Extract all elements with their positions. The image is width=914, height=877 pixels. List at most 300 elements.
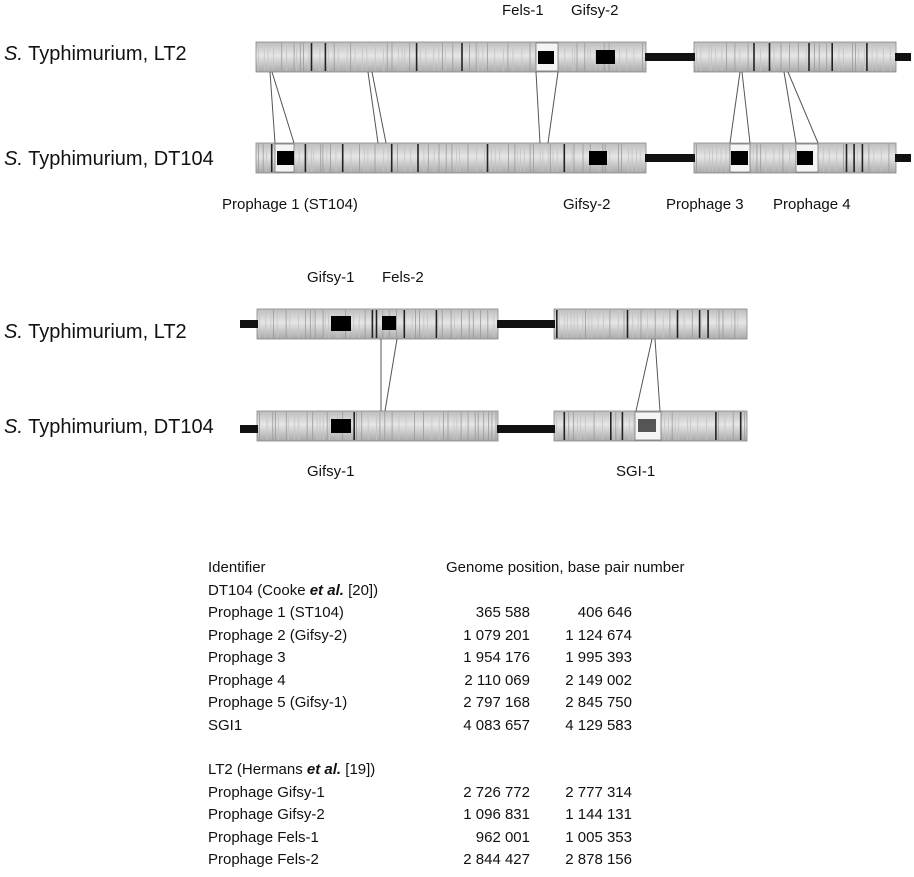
genome-stripe: [633, 412, 634, 440]
row-end-position: 1 124 674: [565, 626, 632, 644]
genome-stripe: [618, 310, 619, 338]
genome-stripe: [709, 144, 710, 172]
genome-stripe: [699, 310, 701, 338]
genome-stripe: [392, 412, 393, 440]
row-end-position: 2 878 156: [565, 851, 632, 868]
genome-stripe: [448, 412, 449, 440]
genome-stripe: [433, 43, 434, 71]
genome-stripe: [622, 412, 624, 440]
genome-stripe: [325, 310, 326, 338]
genome-stripe: [438, 310, 439, 338]
genome-stripe: [557, 144, 558, 172]
genome-stripe: [264, 43, 265, 71]
genome-stripe: [550, 144, 551, 172]
prophage-block-prophage-4: [797, 151, 813, 165]
genome-stripe: [831, 43, 833, 71]
genome-stripe: [267, 412, 268, 440]
row-identifier: Prophage 4: [208, 671, 286, 689]
genome-stripe: [359, 144, 360, 172]
genome-stripe: [855, 43, 856, 71]
row-identifier: Prophage 5 (Gifsy-1): [208, 694, 348, 711]
genome-stripe: [690, 412, 691, 440]
genome-stripe: [655, 310, 656, 338]
genome-stripe: [428, 144, 429, 172]
genome-stripe: [311, 43, 313, 71]
genome-stripe: [294, 43, 295, 71]
genome-stripe: [678, 412, 679, 440]
genome-stripe: [556, 310, 558, 338]
genome-stripe: [590, 43, 591, 71]
genome-stripe: [806, 43, 807, 71]
genome-stripe: [883, 43, 884, 71]
genome-stripe: [439, 144, 440, 172]
genome-stripe: [564, 310, 565, 338]
genome-stripe: [305, 144, 307, 172]
genome-stripe: [359, 310, 360, 338]
genome-stripe: [328, 43, 329, 71]
genome-stripe: [508, 144, 509, 172]
genome-stripe: [628, 144, 629, 172]
genome-stripe: [517, 144, 518, 172]
genome-stripe: [419, 310, 420, 338]
genome-stripe: [626, 43, 627, 71]
genome-stripe: [263, 144, 264, 172]
genome-stripe: [436, 310, 438, 338]
genome-stripe: [347, 43, 348, 71]
genome-stripe: [353, 310, 354, 338]
genome-stripe: [609, 144, 610, 172]
genome-stripe: [705, 144, 706, 172]
genome-stripe: [368, 412, 369, 440]
panel-1: [4, 2, 911, 213]
genome-stripe: [641, 310, 642, 338]
header-identifier: Identifier: [208, 559, 266, 576]
genome-segment-dt104-1: [257, 411, 498, 441]
genome-stripe: [488, 412, 489, 440]
genome-stripe: [350, 43, 351, 71]
genome-stripe: [484, 144, 485, 172]
island-block-sgi-1: [638, 419, 656, 432]
genome-stripe: [573, 412, 574, 440]
genome-stripe: [567, 310, 568, 338]
genome-stripe: [362, 43, 363, 71]
genome-stripe: [783, 144, 784, 172]
genome-stripe: [286, 43, 287, 71]
genome-stripe: [495, 144, 496, 172]
genome-stripe: [858, 43, 859, 71]
genome-stripe: [610, 412, 612, 440]
genome-stripe: [404, 43, 405, 71]
genome-stripe: [298, 310, 299, 338]
genome-stripe: [701, 43, 702, 71]
genome-stripe: [496, 412, 497, 440]
genome-stripe: [846, 144, 848, 172]
genome-stripe: [427, 310, 428, 338]
genome-stripe: [725, 412, 726, 440]
genome-stripe: [726, 43, 727, 71]
genome-stripe: [383, 43, 384, 71]
genome-stripe: [753, 144, 754, 172]
genome-stripe: [452, 43, 453, 71]
genome-stripe: [513, 43, 514, 71]
genome-stripe: [368, 144, 369, 172]
genome-stripe: [365, 310, 366, 338]
genome-stripe: [753, 43, 755, 71]
genome-stripe: [826, 43, 827, 71]
genome-stripe: [384, 412, 385, 440]
genome-stripe: [595, 43, 596, 71]
row-start-position: 962 001: [475, 828, 530, 846]
genome-stripe: [580, 412, 581, 440]
genome-stripe: [814, 43, 815, 71]
genome-stripe: [404, 310, 406, 338]
genome-stripe: [564, 412, 566, 440]
genome-stripe: [478, 43, 479, 71]
genome-stripe: [487, 144, 489, 172]
genome-stripe: [480, 310, 481, 338]
genome-stripe: [329, 412, 330, 440]
genome-stripe: [342, 144, 344, 172]
genome-stripe: [760, 144, 761, 172]
row-end-position: 1 005 353: [565, 828, 632, 846]
genome-stripe: [380, 412, 381, 440]
genome-stripe: [876, 43, 877, 71]
genome-stripe: [522, 43, 523, 71]
genome-backbone: [497, 425, 555, 433]
genome-stripe: [439, 43, 440, 71]
prophage-block-gifsy-2: [596, 50, 615, 64]
genome-stripe: [873, 144, 874, 172]
genome-stripe: [808, 43, 810, 71]
genome-stripe: [642, 43, 643, 71]
label-prophage-4: Prophage 4: [773, 196, 851, 213]
genome-stripe: [313, 310, 314, 338]
row-end-position: 406 646: [577, 604, 632, 621]
genome-stripe: [356, 412, 357, 440]
label-gifsy-1-dt104: Gifsy-1: [307, 463, 355, 480]
genome-stripes: [258, 43, 891, 440]
row-start-position: 4 083 657: [463, 716, 530, 734]
genome-stripe: [869, 144, 870, 172]
genome-stripe: [323, 310, 324, 338]
genome-stripe: [740, 412, 742, 440]
genome-stripe: [640, 144, 641, 172]
genome-stripe: [396, 310, 397, 338]
genome-stripe: [684, 310, 685, 338]
genome-stripe: [577, 43, 578, 71]
genome-stripe: [733, 412, 734, 440]
genome-stripe: [574, 144, 575, 172]
strain-label-lt2: S. Typhimurium, LT2: [4, 321, 187, 343]
genome-stripe: [857, 144, 858, 172]
genome-stripe: [415, 310, 416, 338]
genome-stripe: [307, 412, 308, 440]
genome-stripe: [266, 144, 267, 172]
genome-stripe: [839, 43, 840, 71]
row-end-position: 1 144 131: [565, 806, 632, 823]
genome-stripe: [303, 43, 304, 71]
genome-stripe: [353, 412, 355, 440]
genome-backbone: [645, 53, 695, 61]
genome-stripe: [774, 43, 775, 71]
genome-backbone: [895, 154, 911, 162]
genome-stripe: [406, 412, 407, 440]
genome-stripe: [402, 43, 403, 71]
row-end-position: 2 845 750: [565, 694, 632, 711]
genome-stripe: [819, 43, 820, 71]
genome-stripe: [468, 144, 469, 172]
genome-backbone: [240, 320, 258, 328]
genome-stripe: [320, 412, 321, 440]
genome-stripe: [726, 144, 727, 172]
label-gifsy-2: Gifsy-2: [571, 2, 619, 19]
row-identifier: Prophage Gifsy-2: [208, 806, 325, 823]
genome-stripe: [271, 144, 273, 172]
genome-segment-lt2-2: [694, 42, 896, 72]
genome-stripe: [473, 310, 474, 338]
row-identifier: Prophage Gifsy-1: [208, 783, 325, 801]
genome-stripe: [540, 144, 541, 172]
genome-stripe: [423, 310, 424, 338]
row-identifier: SGI1: [208, 716, 243, 734]
genome-stripe: [426, 43, 427, 71]
genome-stripe: [508, 43, 509, 71]
genome-stripe: [533, 144, 534, 172]
genome-stripe: [367, 43, 368, 71]
genome-stripe: [696, 144, 697, 172]
row-start-position: 2 726 772: [463, 783, 530, 801]
genome-stripe: [711, 43, 712, 71]
genome-stripe: [585, 310, 586, 338]
genome-stripe: [325, 43, 327, 71]
genome-stripe: [587, 43, 588, 71]
genome-stripe: [320, 144, 321, 172]
genome-stripe: [359, 412, 360, 440]
genome-stripe: [692, 310, 693, 338]
genome-stripe: [524, 144, 525, 172]
genome-backbone: [240, 425, 258, 433]
genome-stripe: [696, 43, 697, 71]
genome-stripe: [398, 43, 399, 71]
genome-stripe: [647, 310, 648, 338]
row-identifier: Prophage 2 (Gifsy-2): [208, 626, 348, 644]
row-start-position: 365 588: [475, 604, 530, 621]
genome-stripe: [387, 43, 388, 71]
genome-stripe: [456, 144, 457, 172]
genome-stripe: [779, 144, 780, 172]
genome-stripe: [553, 144, 554, 172]
genome-stripe: [598, 310, 599, 338]
genome-stripe: [773, 144, 774, 172]
alignment-connectors: [381, 339, 660, 411]
genome-stripe: [564, 144, 566, 172]
genome-stripe: [613, 412, 614, 440]
genome-stripe: [391, 144, 393, 172]
genome-stripe: [375, 43, 376, 71]
label-prophage-3: Prophage 3: [666, 196, 744, 213]
genome-stripe: [697, 412, 698, 440]
genome-stripe: [376, 310, 378, 338]
genome-stripe: [503, 43, 504, 71]
genome-stripe: [618, 412, 619, 440]
genome-stripe: [836, 144, 837, 172]
genome-stripe: [432, 412, 433, 440]
genome-stripe: [364, 144, 365, 172]
genome-stripe: [602, 412, 603, 440]
genome-stripe: [881, 144, 882, 172]
genome-stripe: [259, 310, 260, 338]
genome-stripe: [469, 43, 470, 71]
genome-stripe: [670, 310, 671, 338]
genome-stripe: [294, 412, 295, 440]
genome-stripe: [376, 412, 377, 440]
genome-stripe: [351, 144, 352, 172]
genome-stripe: [258, 144, 259, 172]
genome-stripe: [789, 144, 790, 172]
genome-stripe: [423, 412, 424, 440]
genome-stripe: [492, 412, 493, 440]
genome-stripe: [706, 412, 707, 440]
genome-stripe: [721, 144, 722, 172]
genome-stripe: [638, 310, 639, 338]
genome-backbone: [645, 154, 695, 162]
genome-stripe: [627, 310, 629, 338]
genome-stripe: [615, 412, 616, 440]
prophage-block-gifsy-1: [331, 419, 351, 433]
prophage-block-gifsy-2: [589, 151, 607, 165]
genome-stripe: [872, 43, 873, 71]
genome-stripe: [592, 310, 593, 338]
genome-stripe: [482, 43, 483, 71]
genome-stripe: [629, 412, 630, 440]
row-start-position: 2 110 069: [464, 671, 530, 689]
genome-stripe: [336, 144, 337, 172]
genome-stripe: [313, 144, 314, 172]
genome-stripe: [312, 412, 313, 440]
genome-stripe: [701, 310, 702, 338]
genome-stripe: [327, 412, 328, 440]
genome-stripe: [668, 412, 669, 440]
genome-stripe: [632, 144, 633, 172]
genome-stripe: [361, 412, 362, 440]
genome-stripe: [308, 43, 309, 71]
genome-stripe: [330, 144, 331, 172]
genome-stripe: [445, 43, 446, 71]
genome-stripe: [757, 144, 758, 172]
genome-stripe: [739, 43, 740, 71]
genome-stripe: [789, 43, 790, 71]
genome-stripe: [765, 144, 766, 172]
genome-stripe: [273, 310, 274, 338]
genome-stripe: [412, 310, 413, 338]
genome-stripe: [275, 412, 276, 440]
genome-stripe: [298, 412, 299, 440]
genome-stripe: [731, 310, 732, 338]
genome-segments: [256, 42, 896, 441]
row-identifier: Prophage 1 (ST104): [208, 604, 344, 621]
genome-stripe: [583, 144, 584, 172]
genome-stripe: [409, 43, 410, 71]
genome-stripe: [852, 43, 853, 71]
row-identifier: Prophage Fels-1: [208, 828, 319, 846]
genome-stripe: [737, 310, 738, 338]
genome-segment-dt104-1: [256, 143, 646, 173]
genome-backbone: [895, 53, 911, 61]
genome-stripe: [577, 412, 578, 440]
panel-2: [4, 269, 661, 480]
genome-stripe: [571, 310, 572, 338]
genome-stripe: [446, 144, 447, 172]
genome-stripe: [574, 43, 575, 71]
genome-stripe: [687, 412, 688, 440]
row-end-position: 2 149 002: [565, 671, 632, 689]
genome-stripe: [277, 310, 278, 338]
header-genome-position: Genome position, base pair number: [446, 559, 685, 576]
genome-segment-dt104-2: [694, 143, 896, 173]
genome-stripe: [585, 412, 586, 440]
genome-stripe: [468, 412, 469, 440]
genome-stripe: [487, 310, 488, 338]
genome-stripe: [823, 144, 824, 172]
genome-stripe: [259, 412, 260, 440]
genome-stripe: [748, 43, 749, 71]
genome-stripe: [559, 310, 560, 338]
genome-stripe: [272, 412, 273, 440]
genome-stripe: [310, 310, 311, 338]
genome-stripe: [829, 144, 830, 172]
genome-stripe: [769, 43, 771, 71]
genome-stripe: [451, 310, 452, 338]
genome-stripe: [760, 43, 761, 71]
genome-stripe: [715, 43, 716, 71]
genome-stripe: [530, 144, 531, 172]
genome-stripe: [476, 43, 477, 71]
genome-stripe: [268, 43, 269, 71]
alignment-connectors: [270, 72, 818, 143]
genome-stripe: [618, 144, 619, 172]
genome-stripe: [798, 43, 799, 71]
prophage-block-prophage-3: [731, 151, 748, 165]
genome-stripe: [375, 144, 376, 172]
row-start-position: 1 096 831: [463, 806, 530, 823]
genome-stripe: [603, 310, 604, 338]
genome-stripe: [843, 43, 844, 71]
label-prophage-1: Prophage 1 (ST104): [222, 196, 358, 213]
genome-stripe: [718, 412, 719, 440]
genome-stripe: [296, 43, 297, 71]
genome-stripe: [439, 412, 440, 440]
genome-backbone: [497, 320, 555, 328]
genome-stripe: [862, 144, 864, 172]
genome-stripe: [664, 412, 665, 440]
genome-stripe: [709, 43, 710, 71]
genome-stripe: [735, 43, 736, 71]
genome-stripe: [288, 412, 289, 440]
genome-stripe: [843, 144, 844, 172]
genome-stripe: [483, 412, 484, 440]
genome-stripe: [457, 412, 458, 440]
genome-stripe: [289, 310, 290, 338]
genome-stripe: [568, 412, 569, 440]
genome-stripe: [311, 144, 312, 172]
genome-stripe: [286, 310, 287, 338]
genome-stripe: [866, 43, 868, 71]
prophage-block-gifsy-1: [331, 316, 351, 331]
genome-stripe: [530, 43, 531, 71]
genome-stripe: [461, 412, 462, 440]
genome-stripe: [338, 43, 339, 71]
genome-stripe: [572, 43, 573, 71]
